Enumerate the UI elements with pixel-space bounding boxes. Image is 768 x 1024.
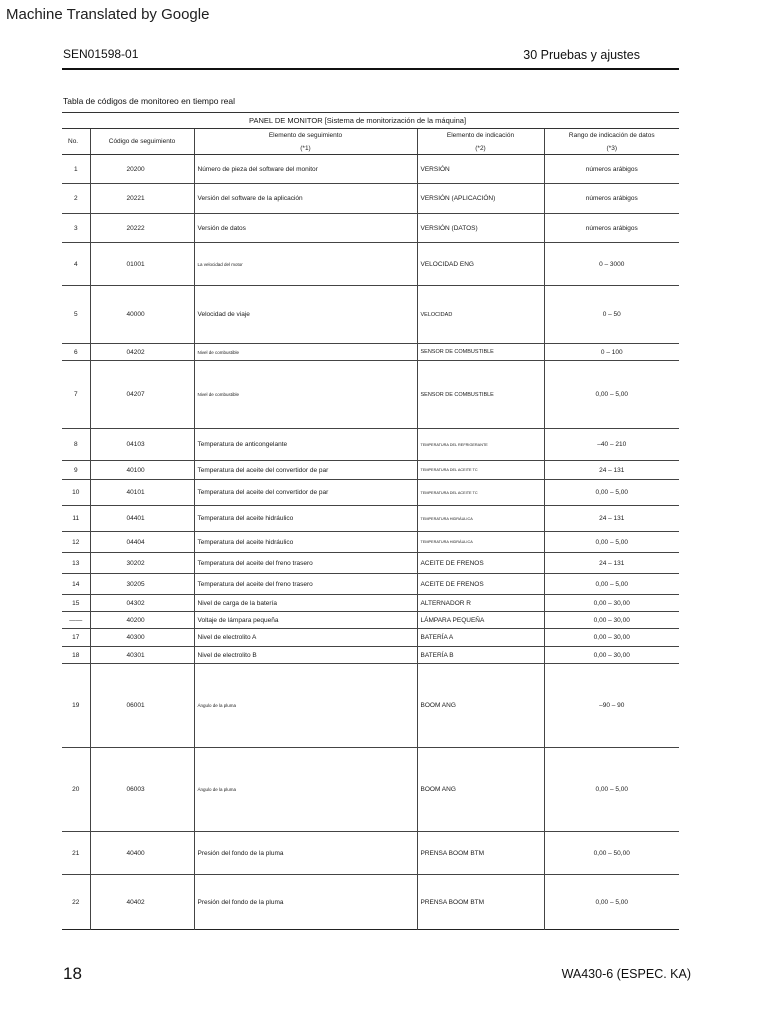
- row-display: BOOM ANG: [417, 664, 544, 748]
- row-item: Número de pieza del software del monitor: [194, 155, 417, 184]
- header-item-label: Elemento de seguimiento: [268, 131, 343, 139]
- table-row: [62, 361, 679, 429]
- row-number: 21: [62, 832, 90, 875]
- table-body: [62, 155, 679, 930]
- row-item: Temperatura del aceite hidráulico: [194, 532, 417, 553]
- row-item: La velocidad del motor: [194, 243, 417, 286]
- row-range: números arábigos: [585, 224, 638, 232]
- row-range: –40 – 210: [597, 441, 627, 448]
- table-row: [62, 480, 679, 506]
- table-row: [62, 664, 679, 748]
- row-code: 40301: [90, 647, 194, 664]
- row-code: 20200: [90, 155, 194, 184]
- row-display: VELOCIDAD ENG: [417, 243, 544, 286]
- row-number: 12: [62, 532, 90, 553]
- row-item: Voltaje de lámpara pequeña: [194, 612, 417, 629]
- row-range: 0,00 – 5,00: [595, 580, 629, 588]
- row-item: Temperatura del aceite del convertidor de par: [194, 480, 417, 506]
- table-row: [62, 629, 679, 647]
- row-number: 22: [62, 875, 90, 930]
- table-row: [62, 243, 679, 286]
- table-row: [62, 429, 679, 461]
- header-range-note: (*3): [606, 144, 617, 152]
- row-display: PRENSA BOOM BTM: [417, 832, 544, 875]
- row-item: Nivel de combustible: [194, 361, 417, 429]
- row-number: 14: [62, 574, 90, 595]
- row-number: 10: [62, 480, 90, 506]
- row-code: 40100: [90, 461, 194, 480]
- row-display: BOOM ANG: [417, 748, 544, 832]
- table-row: [62, 875, 679, 930]
- table-row: [62, 574, 679, 595]
- row-number: 9: [62, 461, 90, 480]
- machine-translation-banner: Machine Translated by Google: [6, 6, 210, 23]
- table-row: [62, 286, 679, 344]
- row-range: 0,00 – 50,00: [593, 849, 630, 857]
- row-code: 30205: [90, 574, 194, 595]
- table-row: [62, 748, 679, 832]
- table-row: [62, 832, 679, 875]
- row-range: 0,00 – 5,00: [595, 391, 629, 398]
- row-range: 0,00 – 30,00: [593, 599, 630, 607]
- row-display: VERSIÓN (DATOS): [417, 214, 544, 243]
- row-range: 24 – 131: [599, 466, 625, 474]
- row-number: 7: [62, 361, 90, 429]
- row-display: LÁMPARA PEQUEÑA: [417, 612, 544, 629]
- row-range: 0 – 3000: [599, 260, 625, 268]
- row-code: 04207: [90, 361, 194, 429]
- row-code: 30202: [90, 553, 194, 574]
- row-range: 0,00 – 5,00: [595, 538, 629, 546]
- header-range-label: Rango de indicación de datos: [568, 131, 655, 139]
- header-display-label: Elemento de indicación: [446, 131, 515, 139]
- row-item: Temperatura del aceite del freno trasero: [194, 574, 417, 595]
- section-title: 30 Pruebas y ajustes: [523, 48, 640, 62]
- row-range: números arábigos: [585, 195, 638, 202]
- row-number: 6: [62, 344, 90, 361]
- row-number: 11: [62, 506, 90, 532]
- row-number: 1: [62, 155, 90, 184]
- row-code: 40101: [90, 480, 194, 506]
- row-display: TEMPERATURA DEL ACEITE TC: [417, 461, 544, 480]
- row-range: –90 – 90: [599, 702, 625, 709]
- row-item: Versión de datos: [194, 214, 417, 243]
- table-caption: Tabla de códigos de monitoreo en tiempo real: [63, 96, 235, 106]
- row-code: 40200: [90, 612, 194, 629]
- row-number: 5: [62, 286, 90, 344]
- header-code: Código de seguimiento: [90, 129, 194, 155]
- row-display: ALTERNADOR R: [417, 595, 544, 612]
- table-row: [62, 532, 679, 553]
- row-display: TEMPERATURA HIDRÁULICA: [417, 506, 544, 532]
- row-code: 04202: [90, 344, 194, 361]
- row-number: ——: [62, 612, 90, 629]
- row-display: SENSOR DE COMBUSTIBLE: [417, 361, 544, 429]
- table-row: [62, 612, 679, 629]
- table-row: [62, 184, 679, 214]
- row-display: VERSIÓN: [417, 155, 544, 184]
- row-code: 40300: [90, 629, 194, 647]
- table-row: [62, 506, 679, 532]
- row-item: Nivel de electrolito A: [194, 629, 417, 647]
- header-range: [544, 129, 679, 155]
- row-range: 0,00 – 5,00: [595, 489, 629, 496]
- panel-title-row: [62, 113, 679, 129]
- table-row: [62, 595, 679, 612]
- table-row: [62, 155, 679, 184]
- row-number: 19: [62, 664, 90, 748]
- row-code: 04302: [90, 595, 194, 612]
- row-display: ACEITE DE FRENOS: [417, 553, 544, 574]
- row-range: 0,00 – 5,00: [595, 898, 629, 906]
- row-item: Nivel de combustible: [194, 344, 417, 361]
- row-code: 06001: [90, 664, 194, 748]
- row-item: Temperatura del aceite del convertidor de par: [194, 461, 417, 480]
- row-code: 06003: [90, 748, 194, 832]
- row-display: BATERÍA B: [417, 647, 544, 664]
- row-code: 04103: [90, 429, 194, 461]
- row-number: 15: [62, 595, 90, 612]
- row-number: 20: [62, 748, 90, 832]
- header-rule: [62, 68, 679, 70]
- row-number: 4: [62, 243, 90, 286]
- row-item: Velocidad de viaje: [194, 286, 417, 344]
- row-display: ACEITE DE FRENOS: [417, 574, 544, 595]
- row-code: 04401: [90, 506, 194, 532]
- table-row: [62, 461, 679, 480]
- monitoring-codes-table-container: [62, 112, 679, 930]
- column-header-row: [62, 129, 679, 155]
- row-code: 01001: [90, 243, 194, 286]
- row-item: Nivel de carga de la batería: [194, 595, 417, 612]
- row-range: 0 – 100: [600, 348, 623, 356]
- row-range: números arábigos: [585, 165, 638, 173]
- monitoring-codes-table: [62, 112, 679, 930]
- row-range: 0 – 50: [602, 311, 621, 318]
- row-display: TEMPERATURA DEL REFRIGERANTE: [417, 429, 544, 461]
- row-number: 8: [62, 429, 90, 461]
- row-range: 0,00 – 30,00: [593, 634, 630, 641]
- row-item: Temperatura del aceite hidráulico: [194, 506, 417, 532]
- row-range: 24 – 131: [599, 515, 625, 522]
- row-number: 18: [62, 647, 90, 664]
- table-row: [62, 647, 679, 664]
- row-item: Temperatura de anticongelante: [194, 429, 417, 461]
- row-display: VERSIÓN (APLICACIÓN): [417, 184, 544, 214]
- header-item: [194, 129, 417, 155]
- table-row: [62, 553, 679, 574]
- row-item: Versión del software de la aplicación: [194, 184, 417, 214]
- row-display: SENSOR DE COMBUSTIBLE: [417, 344, 544, 361]
- row-item: Presión del fondo de la pluma: [194, 832, 417, 875]
- row-code: 40402: [90, 875, 194, 930]
- page-number: 18: [63, 964, 82, 983]
- row-display: VELOCIDAD: [417, 286, 544, 344]
- row-code: 04404: [90, 532, 194, 553]
- row-item: Presión del fondo de la pluma: [194, 875, 417, 930]
- panel-title: PANEL DE MONITOR [Sistema de monitorización de la máquina]: [194, 113, 679, 129]
- row-range: 24 – 131: [599, 559, 625, 567]
- header-item-note: (*1): [300, 144, 311, 152]
- row-number: 17: [62, 629, 90, 647]
- row-range: 0,00 – 30,00: [593, 616, 630, 624]
- row-code: 40400: [90, 832, 194, 875]
- row-range: 0,00 – 5,00: [595, 786, 629, 793]
- row-number: 13: [62, 553, 90, 574]
- row-display: TEMPERATURA DEL ACEITE TC: [417, 480, 544, 506]
- row-item: Temperatura del aceite del freno trasero: [194, 553, 417, 574]
- row-code: 20221: [90, 184, 194, 214]
- row-display: BATERÍA A: [417, 629, 544, 647]
- row-display: PRENSA BOOM BTM: [417, 875, 544, 930]
- row-item: Ángulo de la pluma: [194, 664, 417, 748]
- row-number: 2: [62, 184, 90, 214]
- row-range: 0,00 – 30,00: [593, 651, 630, 659]
- header-display-note: (*2): [475, 144, 486, 152]
- header-no: No.: [62, 129, 90, 155]
- header-display: [417, 129, 544, 155]
- row-display: TEMPERATURA HIDRÁULICA: [417, 532, 544, 553]
- table-row: [62, 214, 679, 243]
- row-number: 3: [62, 214, 90, 243]
- row-item: Nivel de electrolito B: [194, 647, 417, 664]
- row-code: 20222: [90, 214, 194, 243]
- table-row: [62, 344, 679, 361]
- model-code: WA430-6 (ESPEC. KA): [561, 967, 691, 981]
- document-code: SEN01598-01: [63, 47, 139, 61]
- row-item: Ángulo de la pluma: [194, 748, 417, 832]
- row-code: 40000: [90, 286, 194, 344]
